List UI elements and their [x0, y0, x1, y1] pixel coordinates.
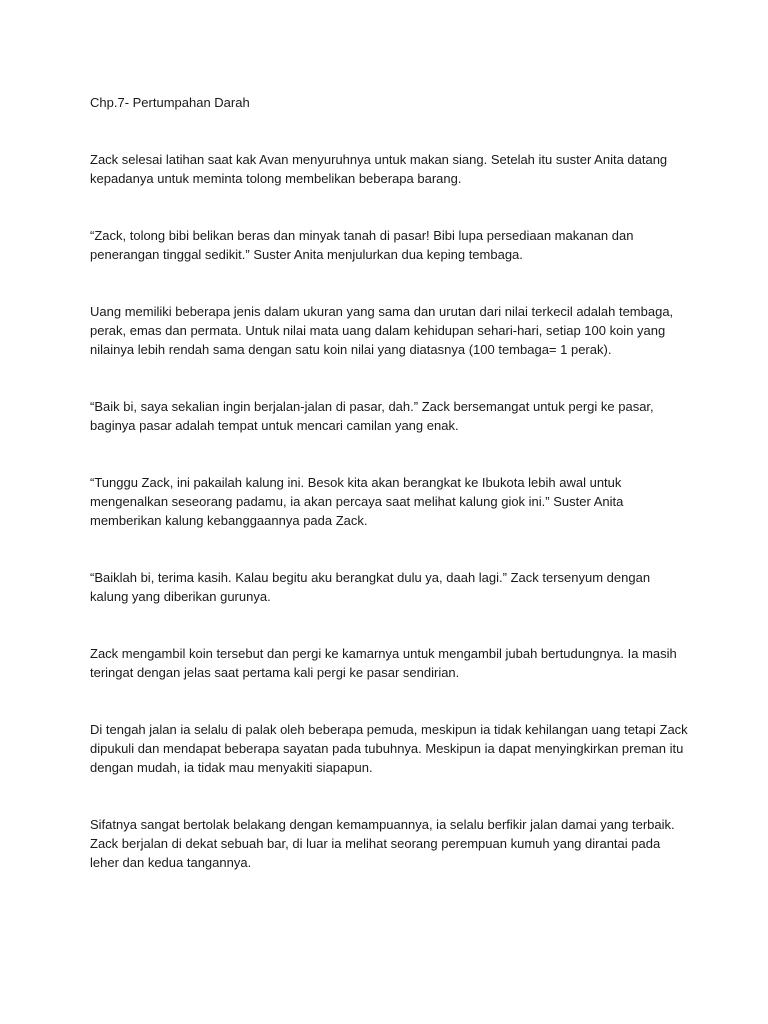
paragraph: “Baik bi, saya sekalian ingin berjalan-jalan di pasar, dah.” Zack bersemangat untuk pergi ke pasar, baginya pasar adalah tempat untuk mencari camilan yang enak.	[90, 399, 654, 433]
paragraph: Di tengah jalan ia selalu di palak oleh beberapa pemuda, meskipun ia tidak kehilangan uang tetapi Zack dipukuli dan mendapat beberapa sayatan pada tubuhnya. Meskipun ia dapat menyingkirkan preman itu dengan mudah, ia tidak mau menyakiti siapapun.	[90, 722, 688, 775]
chapter-title: Chp.7- Pertumpahan Darah	[90, 95, 250, 110]
paragraph: “Zack, tolong bibi belikan beras dan minyak tanah di pasar! Bibi lupa persediaan makanan dan penerangan tinggal sedikit.” Suster Anita menjulurkan dua keping tembaga.	[90, 228, 634, 262]
paragraph: Sifatnya sangat bertolak belakang dengan kemampuannya, ia selalu berfikir jalan damai yang terbaik. Zack berjalan di dekat sebuah bar, di luar ia melihat seorang perempuan kumuh yang dirantai pada leher dan kedua tangannya.	[90, 817, 675, 870]
paragraph: “Baiklah bi, terima kasih. Kalau begitu aku berangkat dulu ya, daah lagi.” Zack tersenyum dengan kalung yang diberikan gurunya.	[90, 570, 651, 604]
paragraph: Zack mengambil koin tersebut dan pergi ke kamarnya untuk mengambil jubah bertudungnya. Ia masih teringat dengan jelas saat pertama kali pergi ke pasar sendirian.	[90, 646, 677, 680]
paragraph: “Tunggu Zack, ini pakailah kalung ini. Besok kita akan berangkat ke Ibukota lebih awal untuk mengenalkan seseorang padamu, ia akan percaya saat melihat kalung giok ini.” Suster Anita memberikan kalung kebanggaannya pada Zack.	[90, 475, 624, 528]
paragraph: Uang memiliki beberapa jenis dalam ukuran yang sama dan urutan dari nilai terkecil adalah tembaga, perak, emas dan permata. Untuk nilai mata uang dalam kehidupan sehari-hari, setiap 100 koin yang nilainya lebih rendah sama dengan satu koin nilai yang diatasnya (100 tembaga= 1 perak).	[90, 304, 674, 357]
document-body	[90, 93, 690, 910]
paragraph: Zack selesai latihan saat kak Avan menyuruhnya untuk makan siang. Setelah itu suster Anita datang kepadanya untuk meminta tolong membelikan beberapa barang.	[90, 152, 668, 186]
